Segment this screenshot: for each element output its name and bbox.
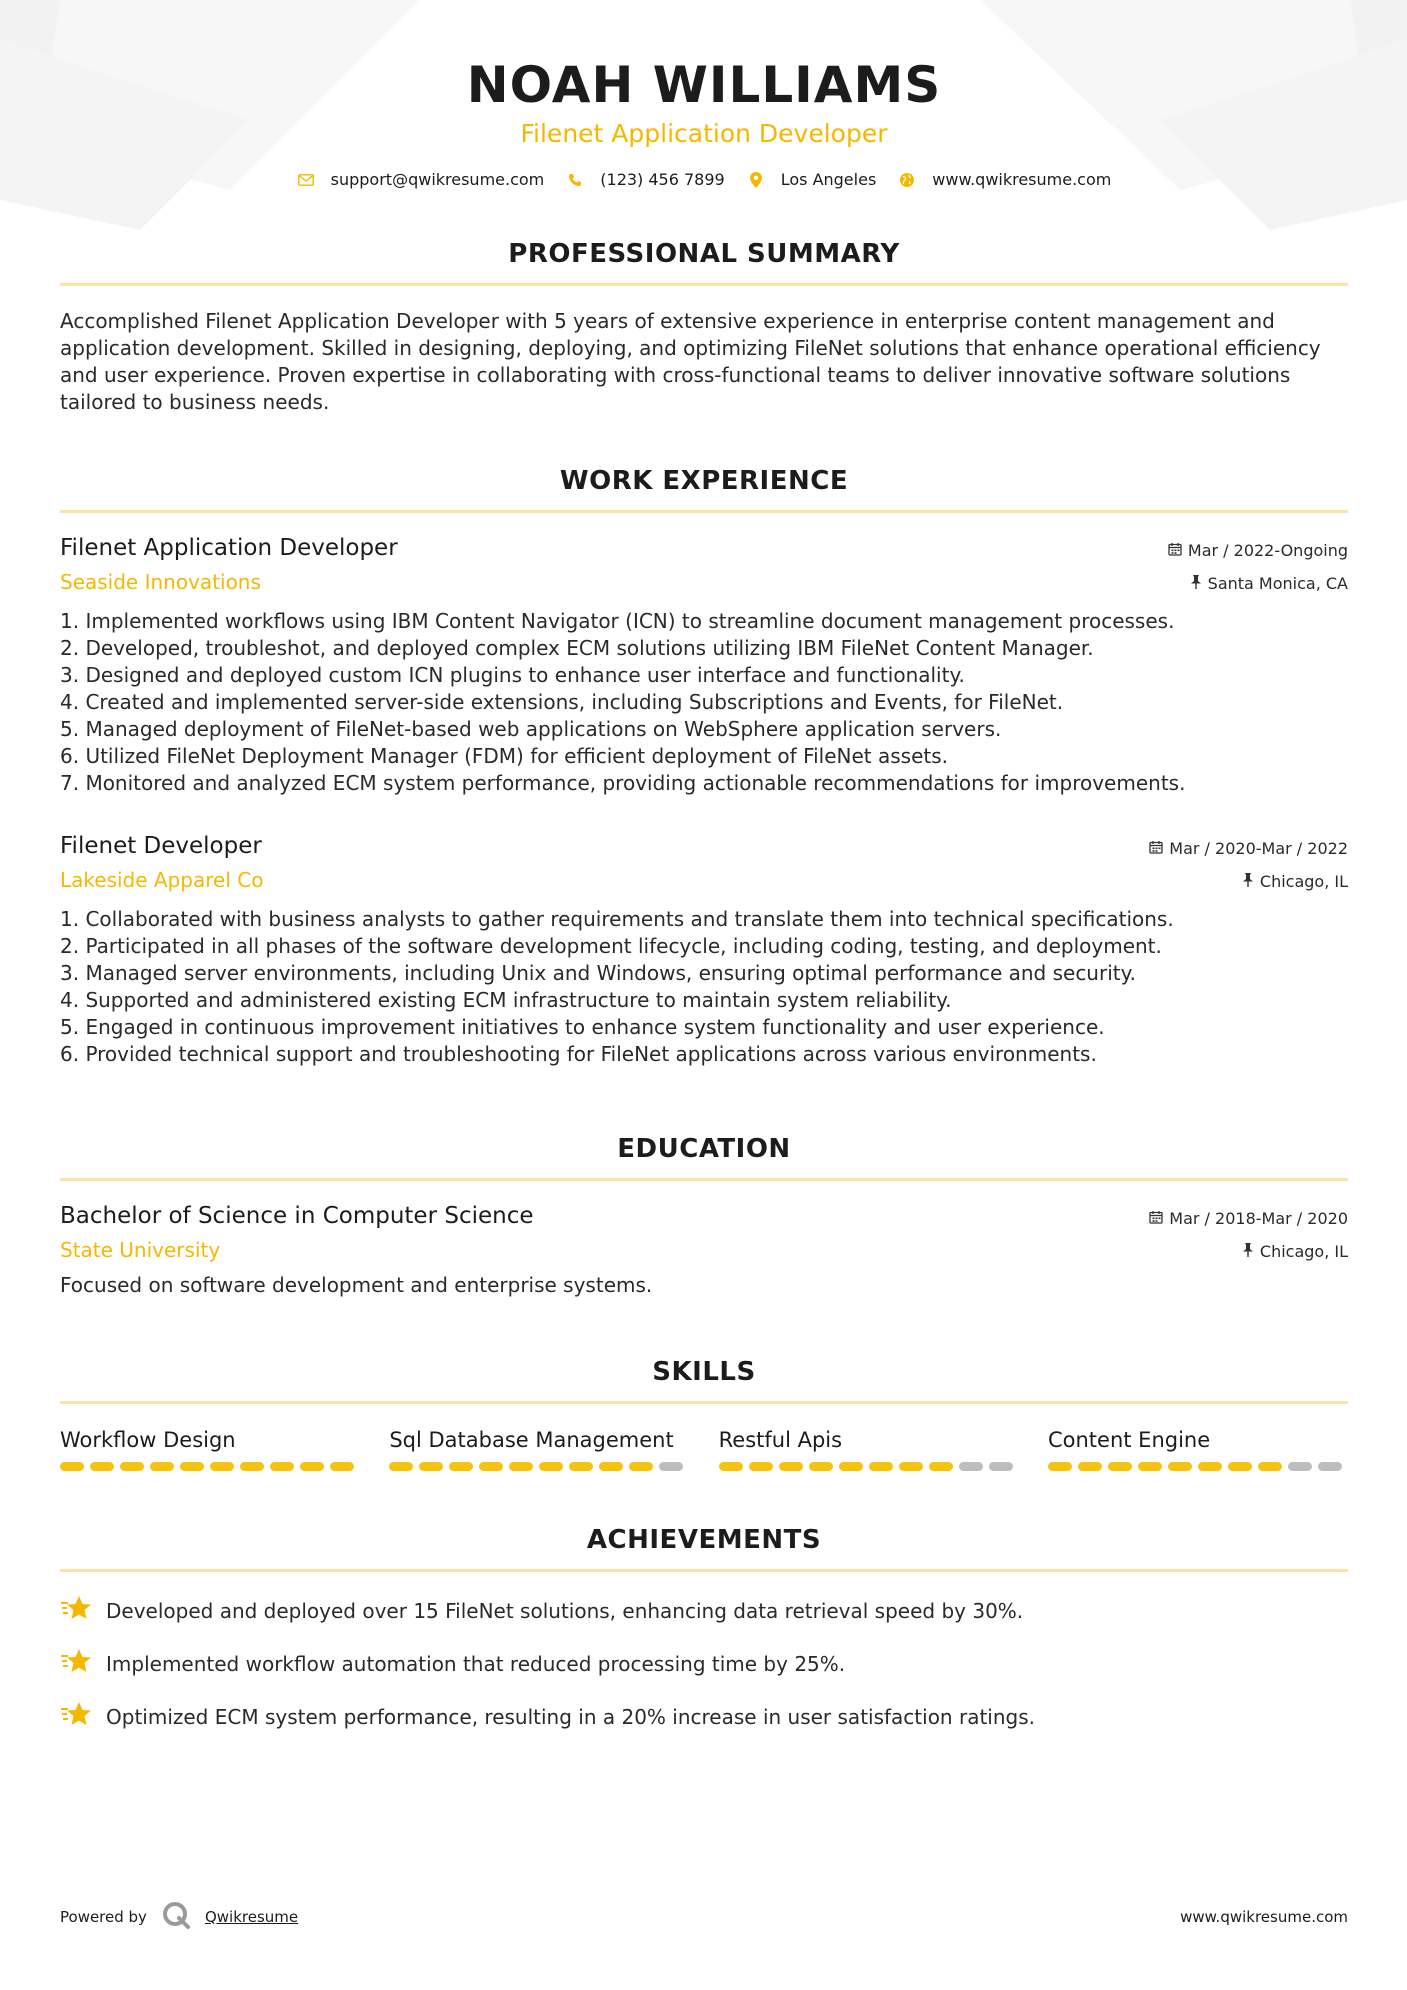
calendar-icon [1149,1209,1163,1228]
job-entry [60,833,1348,1068]
summary-section [60,239,1348,416]
skill-dot-filled [899,1462,923,1471]
education-title: EDUCATION [617,1134,791,1164]
skill-dot-empty [659,1462,683,1471]
skill-dot-filled [719,1462,743,1471]
education-entry [60,1203,1348,1299]
skill-name: Content Engine [1047,1428,1211,1452]
experience-title: WORK EXPERIENCE [559,466,849,496]
skill-item [1048,1428,1348,1471]
summary-divider [60,283,1348,286]
list-item: 6. Utilized FileNet Deployment Manager (FDM) for efficient deployment of FileNet assets. [60,744,949,768]
list-item: 6. Provided technical support and troubleshooting for FileNet applications across various environments. [60,1042,1097,1066]
skill-dot-filled [929,1462,953,1471]
skill-dot-filled [150,1462,174,1471]
achievements-divider [60,1569,1348,1572]
list-item: 4. Supported and administered existing ECM infrastructure to maintain system reliability. [60,988,952,1012]
skill-rating [389,1462,689,1471]
summary-text: Accomplished Filenet Application Developer with 5 years of extensive experience in enterprise content management and application development. Skilled in designing, deploying, and optimizing FileNet solutions that enhance operational efficiency and user experience. Proven expertise in collaborating with cross-functional teams to deliver innovative software solutions tailored to business needs. [60,309,1321,414]
job-location [1149,872,1348,891]
achievements-section [60,1525,1348,1735]
star-badge-icon [60,1594,92,1629]
skill-dot-filled [539,1462,563,1471]
contact-email[interactable] [297,170,545,189]
powered-by [60,1900,298,1934]
skill-dot-filled [120,1462,144,1471]
skill-dot-filled [300,1462,324,1471]
skill-dot-empty [1318,1462,1342,1471]
skill-name: Restful Apis [718,1428,843,1452]
skill-dot-filled [779,1462,803,1471]
star-badge-icon [60,1700,92,1735]
job-title: Filenet Application Developer [60,535,398,561]
list-item: 7. Monitored and analyzed ECM system performance, providing actionable recommendations for improvements. [60,771,1186,795]
skill-dot-filled [240,1462,264,1471]
skill-name: Sql Database Management [389,1428,674,1452]
job-location-text: Santa Monica, CA [1207,574,1348,593]
skill-dot-filled [330,1462,354,1471]
powered-by-label: Powered by [60,1908,147,1926]
candidate-role: Filenet Application Developer [520,119,888,148]
skill-dot-filled [1138,1462,1162,1471]
list-item: 2. Participated in all phases of the software development lifecycle, including coding, testing, and deployment. [60,934,1162,958]
resume-page [60,0,1348,1753]
skill-dot-filled [60,1462,84,1471]
skill-dot-filled [449,1462,473,1471]
contact-phone-text: (123) 456 7899 [600,170,725,189]
skill-dot-filled [869,1462,893,1471]
job-dates-text: Mar / 2022-Ongoing [1187,541,1348,560]
skill-dot-filled [599,1462,623,1471]
list-item: 1. Collaborated with business analysts to gather requirements and translate them into technical specifications. [60,907,1174,931]
job-location-text: Chicago, IL [1259,872,1348,891]
skill-dot-filled [419,1462,443,1471]
contact-bar [60,170,1348,189]
job-title: Filenet Developer [60,833,262,859]
job-dates [1168,541,1348,560]
phone-icon [566,171,584,189]
education-location-text: Chicago, IL [1259,1242,1348,1261]
achievements-list [60,1594,1348,1735]
job-meta [1149,833,1348,891]
job-meta [1168,535,1348,593]
skill-rating [719,1462,1019,1471]
page-footer [60,1900,1348,1934]
list-item: 3. Managed server environments, including Unix and Windows, ensuring optimal performance and security. [60,961,1136,985]
contact-website-text: www.qwikresume.com [932,170,1112,189]
qwikresume-link[interactable]: Qwikresume [204,1908,299,1926]
calendar-icon [1168,541,1182,560]
list-item: 5. Engaged in continuous improvement initiatives to enhance system functionality and user experience. [60,1015,1105,1039]
job-location [1168,574,1348,593]
education-section [60,1134,1348,1299]
job-company: Seaside Innovations [60,570,261,594]
skill-dot-filled [1108,1462,1132,1471]
resume-header [60,0,1348,189]
list-item: 1. Implemented workflows using IBM Content Navigator (ICN) to streamline document management processes. [60,609,1175,633]
contact-website[interactable] [898,170,1111,189]
list-item: 4. Created and implemented server-side extensions, including Subscriptions and Events, for FileNet. [60,690,1064,714]
mail-icon [297,171,315,189]
contact-email-text: support@qwikresume.com [330,170,545,189]
qwikresume-logo-icon [161,1900,191,1934]
skill-dot-filled [569,1462,593,1471]
skill-dot-filled [1168,1462,1192,1471]
experience-divider [60,510,1348,513]
map-pin-icon [747,171,765,189]
job-bullets [60,906,1348,1068]
education-dates [1149,1209,1348,1228]
education-degree: Bachelor of Science in Computer Science [60,1203,534,1229]
pushpin-icon [1190,574,1202,593]
skill-dot-empty [959,1462,983,1471]
skill-dot-filled [809,1462,833,1471]
education-location [1149,1242,1348,1261]
achievement-item [60,1700,1348,1735]
calendar-icon [1149,839,1163,858]
skills-divider [60,1401,1348,1404]
skill-rating [60,1462,360,1471]
contact-phone[interactable] [566,170,724,189]
job-header [60,833,1348,892]
job-dates [1149,839,1348,858]
achievement-item [60,1594,1348,1629]
education-header [60,1203,1348,1262]
skill-dot-empty [1288,1462,1312,1471]
achievement-text: Developed and deployed over 15 FileNet solutions, enhancing data retrieval speed by 30%. [106,1599,1024,1623]
footer-website[interactable]: www.qwikresume.com [1180,1908,1348,1926]
skill-dot-filled [180,1462,204,1471]
education-school: State University [60,1238,221,1262]
skill-dot-filled [90,1462,114,1471]
star-badge-icon [60,1647,92,1682]
skill-dot-filled [1198,1462,1222,1471]
achievement-text: Optimized ECM system performance, resulting in a 20% increase in user satisfaction ratings. [106,1705,1035,1729]
job-entry [60,535,1348,797]
skill-item [719,1428,1019,1471]
skill-dot-filled [1048,1462,1072,1471]
pushpin-icon [1242,872,1254,891]
contact-location [747,170,877,189]
education-dates-text: Mar / 2018-Mar / 2020 [1169,1209,1348,1228]
education-description: Focused on software development and enterprise systems. [60,1273,653,1297]
skills-section [60,1357,1348,1471]
skill-dot-filled [1228,1462,1252,1471]
skill-dot-filled [749,1462,773,1471]
summary-title: PROFESSIONAL SUMMARY [508,239,900,269]
job-company: Lakeside Apparel Co [60,868,264,892]
skill-rating [1048,1462,1348,1471]
list-item: 2. Developed, troubleshot, and deployed complex ECM solutions utilizing IBM FileNet Content Manager. [60,636,1094,660]
skills-title: SKILLS [652,1357,756,1387]
skill-dot-empty [989,1462,1013,1471]
achievement-text: Implemented workflow automation that reduced processing time by 25%. [106,1652,846,1676]
education-meta [1149,1203,1348,1261]
experience-section [60,466,1348,1068]
job-header [60,535,1348,594]
skill-item [389,1428,689,1471]
candidate-name: NOAH WILLIAMS [466,56,942,114]
contact-location-text: Los Angeles [780,170,877,189]
skills-list [60,1428,1348,1471]
list-item: 3. Designed and deployed custom ICN plugins to enhance user interface and functionality. [60,663,965,687]
globe-icon [898,171,916,189]
achievement-item [60,1647,1348,1682]
skill-dot-filled [629,1462,653,1471]
skill-dot-filled [270,1462,294,1471]
skill-dot-filled [1078,1462,1102,1471]
pushpin-icon [1242,1242,1254,1261]
list-item: 5. Managed deployment of FileNet-based web applications on WebSphere application servers. [60,717,1002,741]
achievements-title: ACHIEVEMENTS [586,1525,822,1555]
skill-dot-filled [210,1462,234,1471]
skill-item [60,1428,360,1471]
skill-dot-filled [509,1462,533,1471]
job-bullets [60,608,1348,797]
skill-name: Workflow Design [60,1428,236,1452]
education-divider [60,1178,1348,1181]
skill-dot-filled [1258,1462,1282,1471]
job-dates-text: Mar / 2020-Mar / 2022 [1169,839,1348,858]
skill-dot-filled [839,1462,863,1471]
skill-dot-filled [479,1462,503,1471]
skill-dot-filled [389,1462,413,1471]
